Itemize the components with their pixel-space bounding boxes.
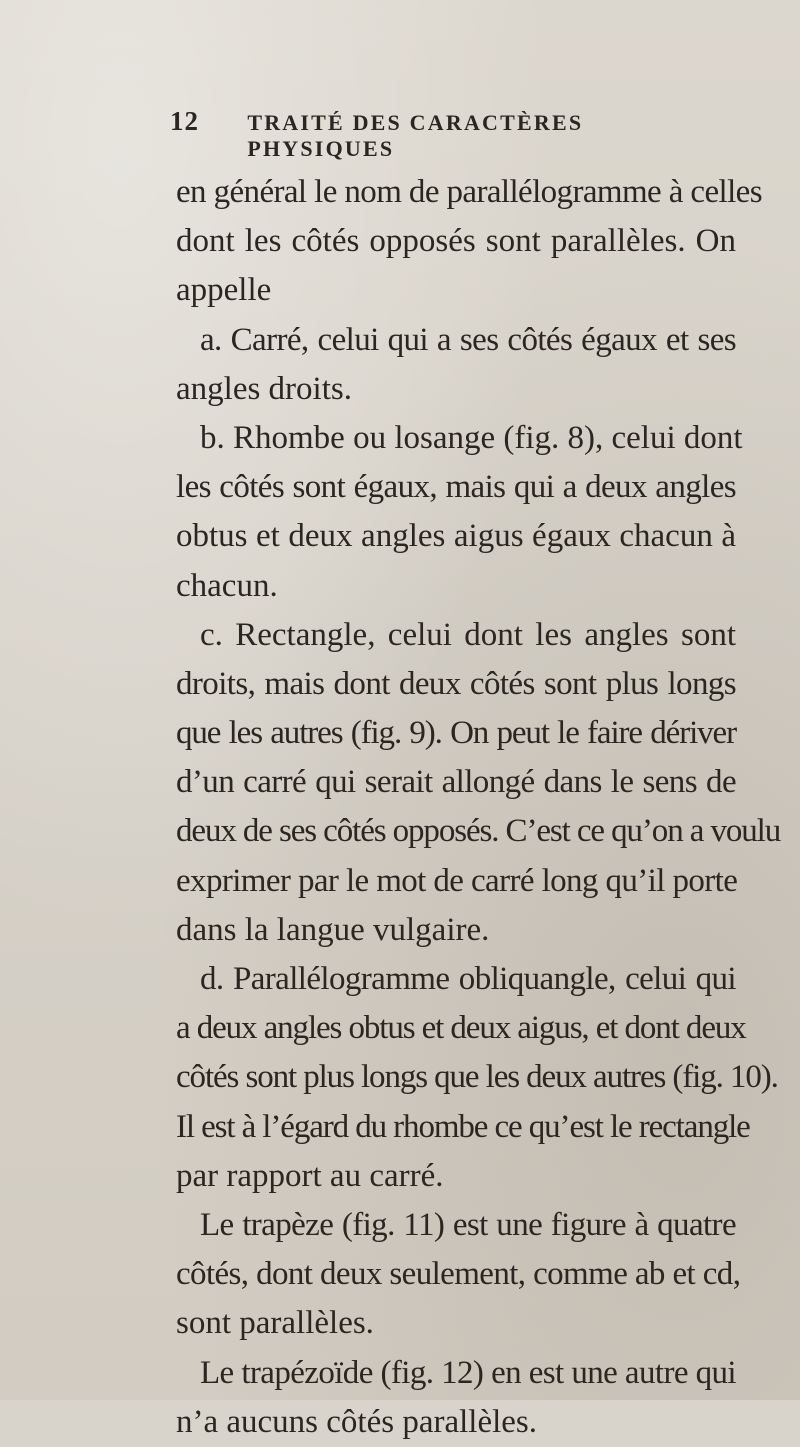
- text-line: Le trapézoïde (fig. 12) en est une autre qui: [200, 1354, 736, 1391]
- text-line: côtés, dont deux seulement, comme ab et cd,: [176, 1256, 741, 1293]
- text-line: droits, mais dont deux côtés sont plus longs: [176, 665, 736, 702]
- text-line: d. Parallélogramme obliquangle, celui qui: [200, 961, 736, 997]
- running-head: TRAITÉ DES CARACTÈRES PHYSIQUES: [247, 110, 584, 161]
- text-line: exprimer par le mot de carré long qu’il porte: [176, 862, 738, 899]
- text-line: angles droits.: [176, 370, 352, 407]
- page-number: 12: [170, 106, 199, 136]
- text-line: sont parallèles.: [176, 1305, 374, 1342]
- text-line: les côtés sont égaux, mais qui a deux angles: [176, 469, 736, 506]
- text-line: b. Rhombe ou losange (fig. 8), celui dont: [200, 419, 743, 456]
- text-line: dont les côtés opposés sont parallèles. On: [176, 223, 736, 260]
- body-text: [176, 168, 781, 1447]
- text-line: chacun.: [176, 567, 278, 604]
- text-line: en général le nom de parallélogramme à celles: [176, 174, 762, 210]
- text-line: côtés sont plus longs que les deux autres (fig. 10).: [176, 1059, 778, 1096]
- text-line: Il est à l’égard du rhombe ce qu’est le rectangle: [176, 1108, 750, 1145]
- text-line: n’a aucuns côtés parallèles.: [176, 1403, 538, 1440]
- text-line: dans la langue vulgaire.: [176, 911, 490, 948]
- text-line: obtus et deux angles aigus égaux chacun à: [176, 518, 736, 555]
- text-line: d’un carré qui serait allongé dans le sens de: [176, 764, 736, 801]
- text-line: par rapport au carré.: [176, 1157, 444, 1194]
- text-line: appelle: [176, 272, 272, 309]
- text-line: a. Carré, celui qui a ses côtés égaux et ses: [200, 321, 736, 358]
- text-line: Le trapèze (fig. 11) est une figure à quatre: [200, 1206, 736, 1243]
- text-line: deux de ses côtés opposés. C’est ce qu’on a voulu: [176, 813, 781, 850]
- text-line: que les autres (fig. 9). On peut le faire dériver: [176, 715, 736, 752]
- text-line: c. Rectangle, celui dont les angles sont: [200, 616, 736, 653]
- page-header: [170, 106, 710, 161]
- text-line: a deux angles obtus et deux aigus, et dont deux: [176, 1010, 746, 1047]
